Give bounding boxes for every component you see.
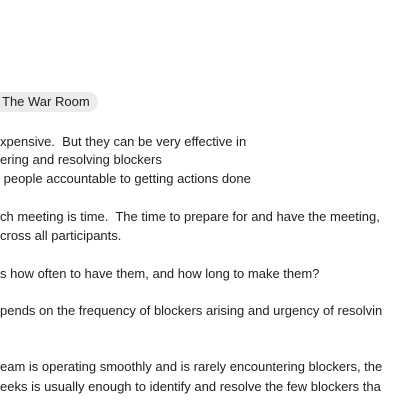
paragraph-line: eeks is usually enough to identify and resolve the few blockers tha bbox=[0, 379, 381, 394]
paragraph-line: people accountable to getting actions done bbox=[0, 171, 251, 186]
paragraph-line: ch meeting is time. The time to prepare for and have the meeting, bbox=[0, 209, 380, 224]
section-title-chip[interactable]: The War Room bbox=[0, 92, 98, 112]
paragraph-line: xpensive. But they can be very effective in bbox=[0, 134, 247, 149]
paragraph-line: s how often to have them, and how long to make them? bbox=[0, 266, 320, 281]
paragraph-line: cross all participants. bbox=[0, 228, 122, 243]
paragraph-line: pends on the frequency of blockers arising and urgency of resolvin bbox=[0, 303, 383, 318]
paragraph-line: ering and resolving blockers bbox=[0, 152, 162, 167]
paragraph-line: eam is operating smoothly and is rarely encountering blockers, the bbox=[0, 359, 383, 374]
